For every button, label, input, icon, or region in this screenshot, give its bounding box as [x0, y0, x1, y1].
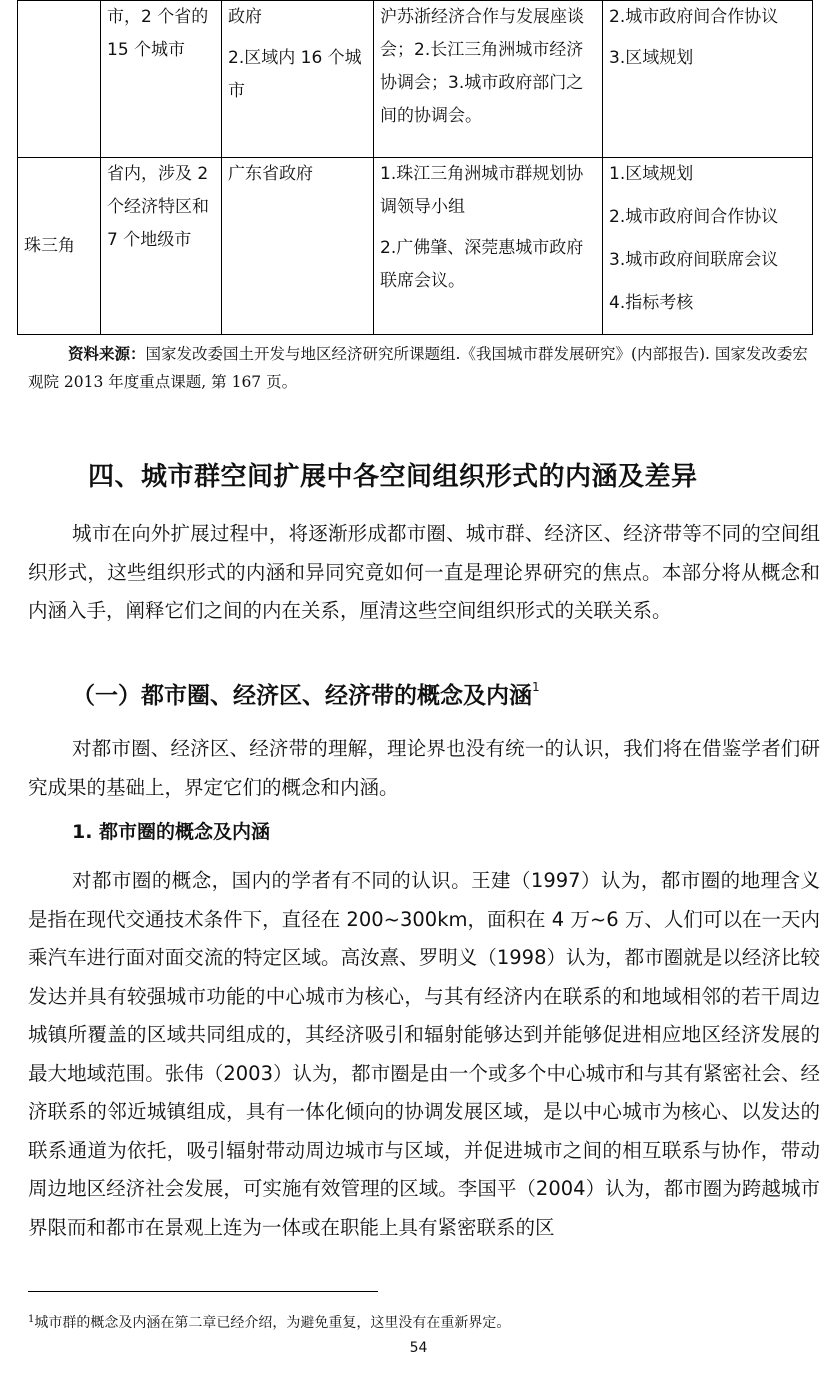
table-cell-governance: 广东省政府 — [222, 158, 374, 335]
source-label: 资料来源： — [68, 344, 146, 363]
footnote-divider — [28, 1291, 378, 1292]
footnote-reference: 1 — [532, 680, 540, 694]
table-cell-region: 珠三角 — [18, 158, 101, 335]
page-number: 54 — [409, 1340, 428, 1356]
table-cell-tools: 2.城市政府间合作协议 3.区域规划 — [603, 1, 813, 158]
subsection-heading-text: （一）都市圈、经济区、经济带的概念及内涵 — [72, 683, 532, 709]
body-paragraph: 对都市圈的概念，国内的学者有不同的认识。王建（1997）认为，都市圈的地理含义是指在现代交通技术条件下，直径在 200~300km，面积在 4 万~6 万、人们可以在一天内乘汽车进行面对面交流的特定区域。高汝熹、罗明义（1998）认为，都市圈就是以经济比较发达并具有较强城市功能的中心城市为核心，与其有经济内在联系的和地域相邻的若干周边城镇所覆盖的区域共同组成的，其经济吸引和辐射能够达到并能够促进相应地区经济发展的最大地域范围。张伟（2003）认为，都市圈是由一个或多个中心城市和与其有紧密社会、经济联系的邻近城镇组成，具有一体化倾向的协调发展区域，是以中心城市为核心、以发达的联系通道为依托，吸引辐射带动周边城市与区域，并促进城市之间的相互联系与协作，带动周边地区经济社会发展，可实施有效管理的区域。李国平（2004）认为，都市圈为跨越城市界限而和都市在景观上连为一体或在职能上具有紧密联系的区 — [28, 869, 820, 1239]
table-source-note — [28, 340, 820, 396]
table-cell-scope: 省内，涉及 2 个经济特区和 7 个地级市 — [101, 158, 222, 335]
source-text: 国家发改委国土开发与地区经济研究所课题组.《我国城市群发展研究》(内部报告). 国家发改委宏观院 2013 年度重点课题, 第 167 页。 — [28, 345, 808, 391]
footnote-text: 城市群的概念及内涵在第二章已经介绍，为避免重复，这里没有在重新界定。 — [34, 1315, 511, 1331]
section-heading: 四、城市群空间扩展中各空间组织形式的内涵及差异 — [88, 462, 698, 492]
table-row — [18, 158, 813, 335]
subsubsection-heading: 1. 都市圈的概念及内涵 — [72, 821, 271, 843]
footnote-mark: 1 — [28, 1314, 35, 1325]
table-cell-scope: 市，2 个省的 15 个城市 — [101, 1, 222, 158]
body-paragraph: 对都市圈、经济区、经济带的理解，理论界也没有统一的认识，我们将在借鉴学者们研究成果的基础上，界定它们的概念和内涵。 — [28, 737, 820, 799]
table-cell-mechanism: 沪苏浙经济合作与发展座谈会；2.长江三角洲城市经济协调会；3.城市政府部门之间的协调会。 — [374, 1, 603, 158]
table-cell-region — [18, 1, 101, 158]
table-cell-mechanism: 1.珠江三角洲城市群规划协调领导小组 2.广佛肇、深莞惠城市政府联席会议。 — [374, 158, 603, 335]
subsection-heading — [72, 677, 540, 710]
table-cell-governance: 政府 2.区域内 16 个城市 — [222, 1, 374, 158]
body-paragraph: 城市在向外扩展过程中，将逐渐形成都市圈、城市群、经济区、经济带等不同的空间组织形式，这些组织形式的内涵和异同究竟如何一直是理论界研究的焦点。本部分将从概念和内涵入手，阐释它们之间的内在关系，厘清这些空间组织形式的关联关系。 — [28, 522, 820, 622]
comparison-table — [17, 0, 813, 335]
table-row — [18, 1, 813, 158]
table-cell-tools: 1.区域规划 2.城市政府间合作协议 3.城市政府间联席会议 4.指标考核 — [603, 158, 813, 335]
footnote — [28, 1310, 510, 1333]
